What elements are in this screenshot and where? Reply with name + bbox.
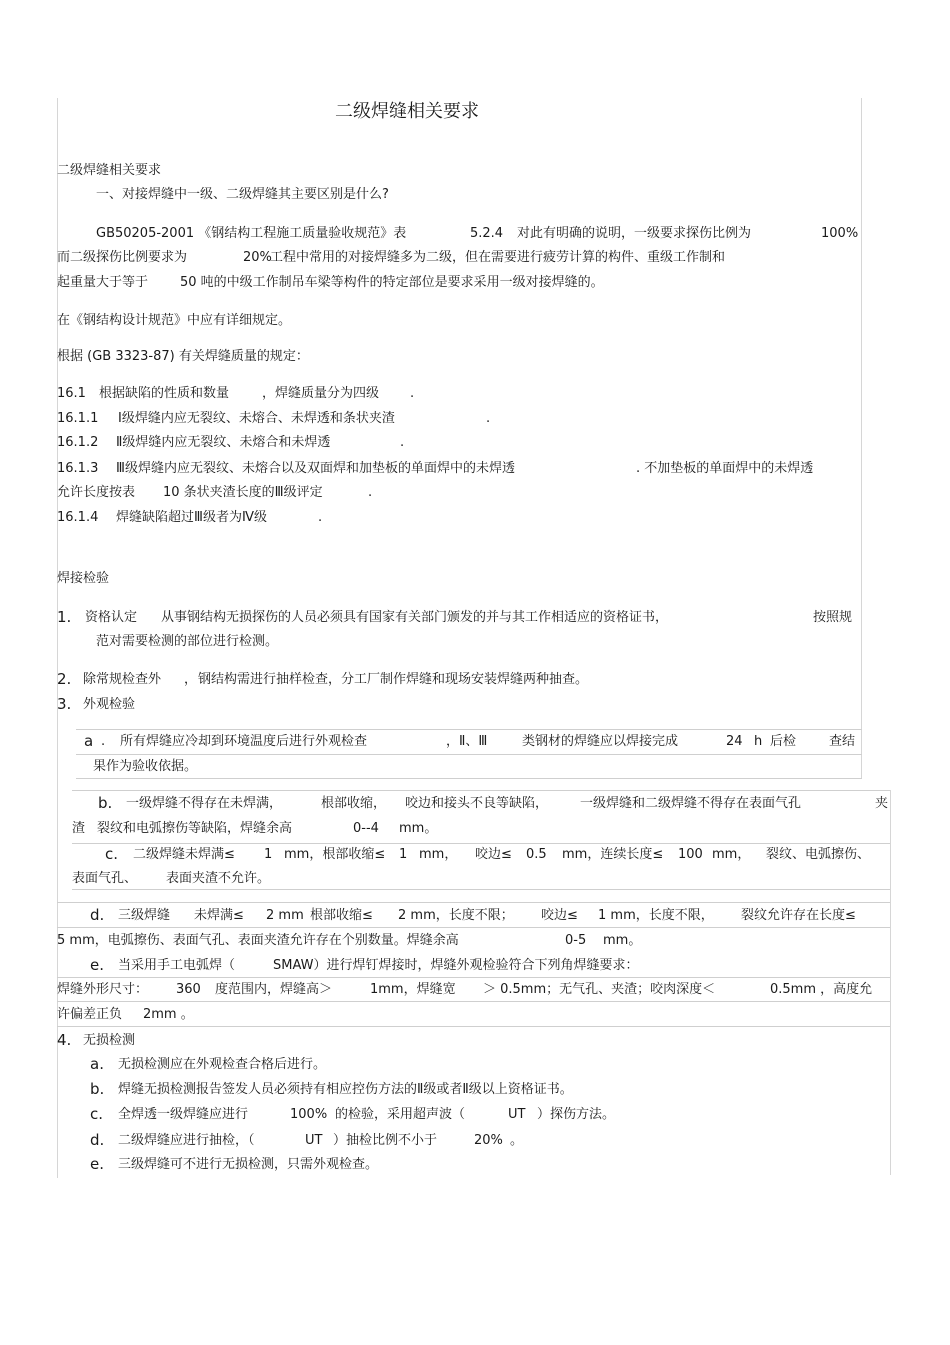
ndt-c-key: c. [90, 1105, 104, 1123]
visual-e-text4: 度范围内，焊缝高＞ [215, 982, 333, 997]
para1-line2-c: 工程中常用的对接焊缝多为二级，但在需要进行疲劳计算的构件、重级工作制和 [270, 250, 726, 265]
ndt-c-text1: 全焊透一级焊缝应进行 [118, 1107, 249, 1122]
visual-a-dot: . [101, 734, 106, 749]
ndt-c-text3: 的检验，采用超声波（ [335, 1107, 466, 1122]
ndt-c-text2: 100% [290, 1107, 328, 1122]
grade-16-1-4-text: 焊缝缺陷超过Ⅲ级者为Ⅳ级 [116, 510, 267, 525]
visual-c-v2: 1 [399, 847, 408, 862]
box-a-mid [76, 754, 862, 755]
visual-a-text6: 果作为验收依据。 [93, 759, 198, 774]
para1-line2-a: 而二级探伤比例要求为 [57, 250, 188, 265]
ndt-d-text4: 20% [474, 1133, 503, 1148]
visual-a-text4: 后检 [770, 734, 797, 749]
ndt-e-key: e. [90, 1155, 104, 1173]
ndt-d-key: d. [90, 1131, 105, 1149]
ndt-d-text5: 。 [510, 1133, 524, 1148]
visual-a-text3: 类钢材的焊缝应以焊接完成 [522, 734, 679, 749]
para1-line3-b: 50 吨的中级工作制吊车梁等构件的特定部位是要求采用一级对接焊缝的。 [180, 275, 604, 290]
visual-a-hours: 24 [726, 734, 743, 749]
grade-16-1-3-line2-b: 10 条状夹渣长度的Ⅲ级评定 [163, 485, 323, 500]
item-1-a: 资格认定 [85, 610, 138, 625]
item-4-num: 4. [57, 1031, 72, 1049]
item-1-b: 从事钢结构无损探伤的人员必须具有国家有关部门颁发的并与其工作相适应的资格证书， [161, 610, 669, 625]
grade-16-1-tail: ，焊缝质量分为四级 [262, 386, 380, 401]
ndt-a-key: a. [90, 1055, 104, 1073]
grade-16-1-2-num: 16.1.2 [57, 435, 99, 450]
visual-d-key: d. [90, 906, 105, 924]
visual-b-text2: 根部收缩， [321, 796, 387, 811]
visual-c-text2: mm，根部收缩≤ [284, 847, 386, 862]
ndt-b-text: 焊缝无损检测报告签发人员必须持有相应控伤方法的Ⅱ级或者Ⅱ级以上资格证书。 [118, 1082, 573, 1097]
visual-c-v4: 100 [678, 847, 703, 862]
visual-e-text1: 当采用手工电弧焊（ [118, 958, 236, 973]
visual-e-text6: ＞ 0.5mm；无气孔、夹渣；咬肉深度＜ [483, 982, 716, 997]
ndt-d-text3: ）抽检比例不小于 [333, 1133, 438, 1148]
ndt-c-text5: ）探伤方法。 [537, 1107, 616, 1122]
box-b-bottom [72, 889, 890, 890]
grade-16-1-3-tail: . 不加垫板的单面焊中的未焊透 [636, 461, 814, 476]
grade-16-1-3-line2-a: 允许长度按表 [57, 485, 136, 500]
box-a-top [76, 729, 862, 730]
grade-16-1-3-text: Ⅲ级焊缝内应无裂纹、未熔合以及双面焊和加垫板的单面焊中的未焊透 [116, 461, 515, 476]
grade-16-1-4-dot: . [318, 510, 323, 525]
visual-c-v3: 0.5 [526, 847, 547, 862]
para1-line3-a: 起重量大于等于 [57, 275, 149, 290]
grade-16-1-3-num: 16.1.3 [57, 461, 99, 476]
visual-d-unit: mm。 [603, 933, 642, 948]
visual-d-text1: 三级焊缝 [118, 908, 171, 923]
visual-e-text7: 0.5mm ，高度允 [770, 982, 873, 997]
ndt-a-text: 无损检测应在外观检查合格后进行。 [118, 1057, 327, 1072]
ndt-e-text: 三级焊缝可不进行无损检测，只需外观检查。 [118, 1157, 379, 1172]
visual-b-reinforce: 0--4 [353, 821, 379, 836]
visual-e-text8: 许偏差正负 [57, 1007, 123, 1022]
grade-16-1-2-text: Ⅱ级焊缝内应无裂纹、未熔合和未焊透 [116, 435, 331, 450]
item-4-a: 无损检测 [83, 1033, 136, 1048]
visual-e-text5: 1mm，焊缝宽 [370, 982, 456, 997]
visual-e-text2: SMAW）进行焊钉焊接时，焊缝外观检验符合下列角焊缝要求： [273, 958, 639, 973]
ndt-d-text1: 二级焊缝应进行抽检，（ [118, 1133, 255, 1148]
visual-b-text3: 咬边和接头不良等缺陷， [405, 796, 549, 811]
para2: 在《钢结构设计规范》中应有详细规定。 [57, 313, 292, 328]
visual-c-v1: 1 [264, 847, 273, 862]
visual-c-key: c. [105, 845, 119, 863]
visual-b-text1: 一级焊缝不得存在未焊满， [126, 796, 283, 811]
para3: 根据 (GB 3323-87) 有关焊缝质量的规定： [57, 349, 309, 364]
box-e-top [57, 977, 890, 978]
grade-16-1-2-dot: . [400, 435, 405, 450]
box-e-bottom [57, 1026, 890, 1027]
visual-c-text4: 咬边≤ [475, 847, 512, 862]
visual-e-v1: 360 [176, 982, 201, 997]
visual-d-text7: 裂纹允许存在长度≤ [741, 908, 856, 923]
visual-c-text9: 表面夹渣不允许。 [166, 871, 271, 886]
visual-a-text5: 查结 [829, 734, 856, 749]
right-margin-line [861, 98, 862, 778]
visual-d-v2: 0-5 [565, 933, 587, 948]
visual-c-text7: 裂纹、电弧擦伤、 [766, 847, 871, 862]
visual-a-key: a [84, 732, 94, 750]
visual-c-text1: 二级焊缝未焊满≤ [133, 847, 235, 862]
grade-16-1-text: 根据缺陷的性质和数量 [99, 386, 230, 401]
para1-line1-d: 100% [821, 226, 859, 241]
item-3-a: 外观检验 [83, 697, 136, 712]
visual-d-text2: 未焊满≤ [194, 908, 244, 923]
visual-d-text8: 5 mm，电弧擦伤、表面气孔、表面夹渣允许存在个别数量。焊缝余高 [57, 933, 459, 948]
item-1-d: 范对需要检测的部位进行检测。 [96, 634, 279, 649]
visual-b-text6: 渣 [72, 821, 86, 836]
item-2-b: ， [184, 672, 198, 687]
box-b-top [72, 790, 890, 791]
right-box-line [890, 790, 891, 1175]
visual-d-text6: 1 mm，长度不限， [598, 908, 714, 923]
visual-e-v2: 2mm 。 [143, 1007, 194, 1022]
box-a-bottom [76, 778, 862, 779]
item-2-a: 除常规检查外 [83, 672, 162, 687]
para1-line1-c: 对此有明确的说明，一级要求探伤比例为 [517, 226, 752, 241]
visual-a-unit: h [754, 734, 763, 749]
grade-16-1-1-num: 16.1.1 [57, 411, 99, 426]
inspection-heading: 焊接检验 [57, 571, 110, 586]
visual-c-text5: mm，连续长度≤ [562, 847, 664, 862]
grade-16-1-1-text: Ⅰ级焊缝内应无裂纹、未熔合、未焊透和条状夹渣 [118, 411, 395, 426]
ndt-d-text2: UT [305, 1133, 323, 1148]
visual-b-text4: 一级焊缝和二级焊缝不得存在表面气孔 [580, 796, 802, 811]
grade-16-1-1-dot: . [486, 411, 491, 426]
visual-c-text3: mm， [419, 847, 458, 862]
item-2-num: 2. [57, 670, 72, 688]
ndt-b-key: b. [90, 1080, 105, 1098]
visual-e-key: e. [90, 956, 104, 974]
para1-line1-b: 5.2.4 [470, 226, 504, 241]
visual-d-text4: 2 mm，长度不限； [398, 908, 514, 923]
page-title: 二级焊缝相关要求 [335, 101, 479, 122]
box-d-top [57, 902, 890, 903]
question-heading: 一、对接焊缝中一级、二级焊缝其主要区别是什么? [96, 187, 389, 202]
visual-a-text2: ，Ⅱ、Ⅲ [446, 734, 488, 749]
visual-d-text3: 根部收缩≤ [310, 908, 373, 923]
visual-b-key: b. [98, 794, 113, 812]
box-b-mid [72, 843, 890, 844]
para1-line1-a: GB50205-2001 《钢结构工程施工质量验收规范》表 [96, 226, 407, 241]
visual-b-text5: 夹 [875, 796, 889, 811]
visual-d-text5: 咬边≤ [541, 908, 578, 923]
item-2-c: 钢结构需进行抽样检查，分工厂制作焊缝和现场安装焊缝两种抽查。 [198, 672, 589, 687]
visual-c-text6: mm， [712, 847, 751, 862]
para1-line2-b: 20% [243, 250, 272, 265]
section-subtitle: 二级焊缝相关要求 [57, 163, 162, 178]
item-1-num: 1. [57, 608, 72, 626]
item-3-num: 3. [57, 695, 72, 713]
visual-a-text1: 所有焊缝应冷却到环境温度后进行外观检查 [120, 734, 368, 749]
visual-d-v1: 2 mm [266, 908, 304, 923]
item-1-c: 按照规 [813, 610, 853, 625]
grade-16-1-3-dot: . [368, 485, 373, 500]
grade-16-1-4-num: 16.1.4 [57, 510, 99, 525]
visual-b-text7: 裂纹和电弧擦伤等缺陷，焊缝余高 [97, 821, 293, 836]
visual-e-text3: 焊缝外形尺寸： [57, 982, 149, 997]
grade-16-1-dot: . [410, 386, 415, 401]
box-d-mid [57, 927, 890, 928]
box-e-mid [57, 1001, 890, 1002]
visual-b-unit: mm。 [399, 821, 438, 836]
grade-16-1-num: 16.1 [57, 386, 86, 401]
ndt-c-text4: UT [508, 1107, 526, 1122]
visual-c-text8: 表面气孔、 [72, 871, 138, 886]
